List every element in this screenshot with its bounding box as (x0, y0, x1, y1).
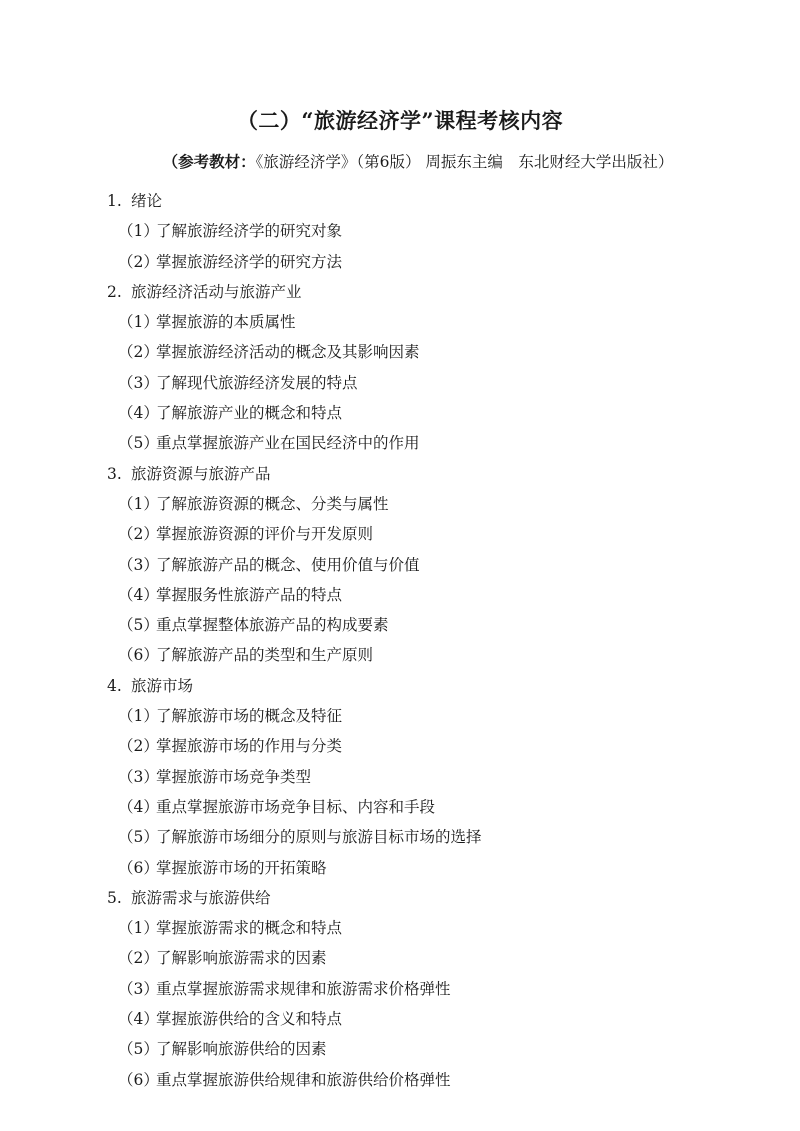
item-number: （4） (118, 404, 159, 423)
list-item (0, 1034, 800, 1064)
item-number: （2） (118, 525, 159, 544)
list-item (0, 640, 800, 670)
list-item (0, 762, 800, 792)
item-number: （1） (118, 222, 159, 241)
section-number: 2. (107, 282, 122, 301)
item-text: 重点掌握旅游需求规律和旅游需求价格弹性 (156, 979, 451, 998)
item-number: （3） (118, 555, 159, 574)
list-item (0, 701, 800, 731)
item-text: 了解影响旅游需求的因素 (156, 949, 327, 968)
section-title: 旅游需求与旅游供给 (131, 888, 271, 907)
list-item (0, 943, 800, 973)
item-text: 了解现代旅游经济发展的特点 (156, 373, 358, 392)
item-text: 了解旅游产业的概念和特点 (156, 404, 343, 423)
item-text: 重点掌握旅游产业在国民经济中的作用 (156, 434, 420, 453)
section-number: 4. (107, 676, 122, 695)
section-heading (0, 186, 800, 216)
item-number: （2） (118, 343, 159, 362)
course-outline (0, 186, 800, 1095)
list-item (0, 580, 800, 610)
item-number: （4） (118, 797, 159, 816)
list-item (0, 216, 800, 246)
item-text: 了解旅游经济学的研究对象 (156, 222, 343, 241)
item-text: 掌握旅游经济学的研究方法 (156, 252, 343, 271)
reference-textbook-line (0, 150, 800, 174)
list-item (0, 398, 800, 428)
item-number: （5） (118, 616, 159, 635)
section-heading (0, 671, 800, 701)
list-item (0, 853, 800, 883)
list-item (0, 913, 800, 943)
list-item (0, 822, 800, 852)
item-number: （2） (118, 949, 159, 968)
section-title: 旅游资源与旅游产品 (131, 464, 271, 483)
item-number: （2） (118, 252, 159, 271)
list-item (0, 610, 800, 640)
list-item (0, 792, 800, 822)
item-text: 了解旅游市场的概念及特征 (156, 707, 343, 726)
section-title: 旅游市场 (131, 676, 194, 695)
section-heading (0, 277, 800, 307)
item-number: （4） (118, 1010, 159, 1029)
item-number: （1） (118, 707, 159, 726)
list-item (0, 307, 800, 337)
list-item (0, 974, 800, 1004)
item-text: 掌握旅游的本质属性 (156, 313, 296, 332)
reference-text: 《旅游经济学》（第6版） 周振东主编 东北财经大学出版社） (255, 153, 674, 171)
item-text: 掌握旅游市场的开拓策略 (156, 858, 327, 877)
section-number: 3. (107, 464, 122, 483)
item-text: 了解影响旅游供给的因素 (156, 1040, 327, 1059)
item-number: （1） (118, 919, 159, 938)
item-text: 了解旅游产品的概念、使用价值与价值 (156, 555, 420, 574)
item-text: 了解旅游产品的类型和生产原则 (156, 646, 374, 665)
item-number: （2） (118, 737, 159, 756)
item-text: 重点掌握旅游供给规律和旅游供给价格弹性 (156, 1070, 451, 1089)
item-number: （3） (118, 373, 159, 392)
item-number: （6） (118, 858, 159, 877)
list-item (0, 489, 800, 519)
list-item (0, 519, 800, 549)
item-text: 掌握旅游市场竞争类型 (156, 767, 312, 786)
list-item (0, 368, 800, 398)
section-heading (0, 883, 800, 913)
item-number: （1） (118, 494, 159, 513)
section-title: 绪论 (131, 192, 163, 210)
item-text: 掌握服务性旅游产品的特点 (156, 585, 343, 604)
item-text: 掌握旅游经济活动的概念及其影响因素 (156, 343, 420, 362)
section-number: 5. (107, 888, 122, 907)
page-title: （二）“旅游经济学”课程考核内容 (236, 108, 564, 133)
item-number: （6） (118, 1070, 159, 1089)
item-number: （5） (118, 1040, 159, 1059)
item-number: （1） (118, 313, 159, 332)
list-item (0, 1004, 800, 1034)
item-text: 重点掌握整体旅游产品的构成要素 (156, 616, 389, 635)
item-text: 掌握旅游需求的概念和特点 (156, 919, 343, 938)
reference-label: （参考教材： (162, 152, 256, 171)
item-text: 了解旅游资源的概念、分类与属性 (156, 494, 389, 513)
item-text: 掌握旅游供给的含义和特点 (156, 1010, 343, 1029)
list-item (0, 731, 800, 761)
list-item (0, 428, 800, 458)
list-item (0, 550, 800, 580)
list-item (0, 247, 800, 277)
item-number: （5） (118, 434, 159, 453)
item-text: 重点掌握旅游市场竞争目标、内容和手段 (156, 797, 436, 816)
item-number: （4） (118, 585, 159, 604)
section-number: 1. (107, 192, 122, 210)
item-text: 掌握旅游市场的作用与分类 (156, 737, 343, 756)
list-item (0, 337, 800, 367)
section-title: 旅游经济活动与旅游产业 (131, 282, 302, 301)
item-number: （3） (118, 767, 159, 786)
section-heading (0, 459, 800, 489)
item-text: 掌握旅游资源的评价与开发原则 (156, 525, 374, 544)
item-number: （5） (118, 828, 159, 847)
item-number: （3） (118, 979, 159, 998)
item-number: （6） (118, 646, 159, 665)
item-text: 了解旅游市场细分的原则与旅游目标市场的选择 (156, 828, 482, 847)
list-item (0, 1065, 800, 1095)
